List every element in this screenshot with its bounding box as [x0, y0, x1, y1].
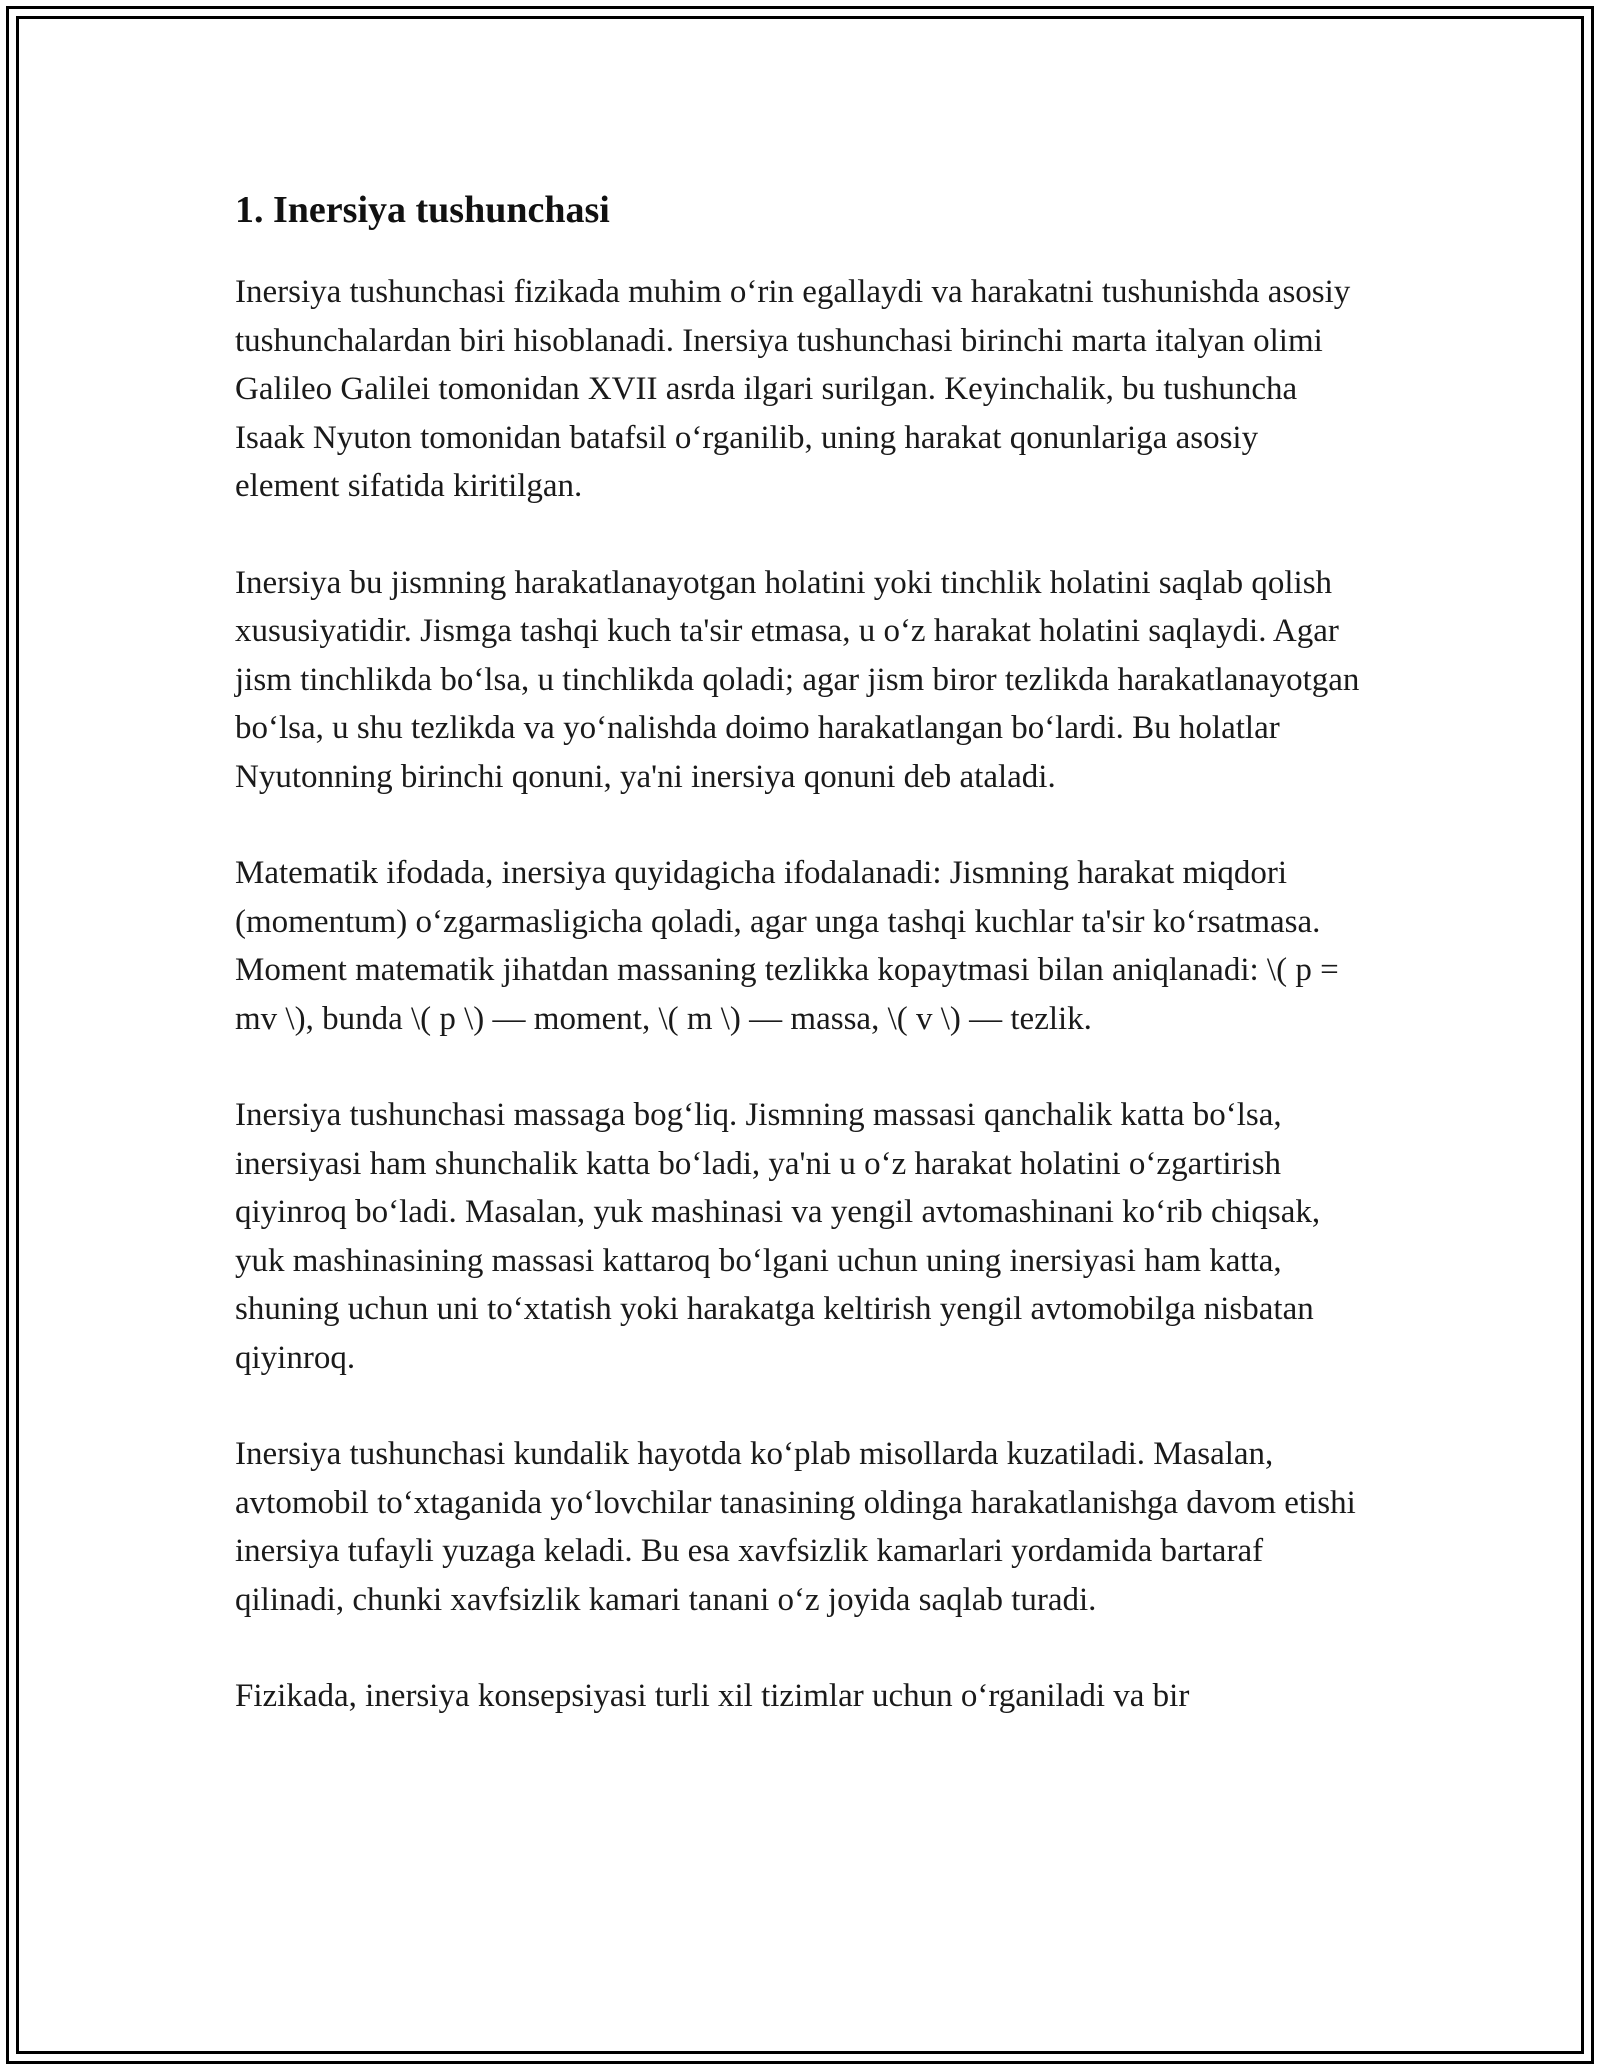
paragraph-mass: Inersiya tushunchasi massaga bog‘liq. Jismning massasi qanchalik katta bo‘lsa, inersiyasi ham shunchalik katta bo‘ladi, ya'ni u o‘z harakat holatini o‘zgartirish qiyinroq bo‘ladi. Masalan, yuk mashinasi va yengil avtomashinani ko‘rib chiqsak, yuk mashinasining massasi kattaroq bo‘lgani uchun uning inersiyasi ham katta, shuning uchun uni to‘xtatish yoki harakatga keltirish yengil avtomobilga nisbatan qiyinroq.	[235, 1097, 1321, 1376]
paragraph-truncated: Fizikada, inersiya konsepsiyasi turli xil tizimlar uchun o‘rganiladi va bir	[235, 1678, 1190, 1714]
paragraph-intro: Inersiya tushunchasi fizikada muhim o‘rin egallaydi va harakatni tushunishda asosiy tushunchalardan biri hisoblanadi. Inersiya tushunchasi birinchi marta italyan olimi Galileo Galilei tomonidan XVII asrda ilgari surilgan. Keyinchalik, bu tushuncha Isaak Nyuton tomonidan batafsil o‘rganilib, uning harakat qonunlariga asosiy element sifatida kiritilgan.	[235, 274, 1351, 504]
document-body	[235, 186, 1370, 1769]
paragraph-math: Matematik ifodada, inersiya quyidagicha ifodalanadi: Jismning harakat miqdori (momentum) o‘zgarmasligicha qoladi, agar unga tashqi kuchlar ta'sir ko‘rsatmasa. Moment matematik jihatdan massaning tezlikka kopaytmasi bilan aniqlanadi: \( p = mv \), bunda \( p \) — moment, \( m \) — massa, \( v \) — tezlik.	[235, 855, 1339, 1037]
section-heading: 1. Inersiya tushunchasi	[235, 189, 610, 231]
paragraph-everyday: Inersiya tushunchasi kundalik hayotda ko‘plab misollarda kuzatiladi. Masalan, avtomobil to‘xtaganida yo‘lovchilar tanasining oldinga harakatlanishga davom etishi inersiya tufayli yuzaga keladi. Bu esa xavfsizlik kamarlari yordamida bartaraf qilinadi, chunki xavfsizlik kamari tanani o‘z joyida saqlab turadi.	[235, 1436, 1356, 1618]
paragraph-definition: Inersiya bu jismning harakatlanayotgan holatini yoki tinchlik holatini saqlab qolish xususiyatidir. Jismga tashqi kuch ta'sir etmasa, u o‘z harakat holatini saqlaydi. Agar jism tinchlikda bo‘lsa, u tinchlikda qoladi; agar jism biror tezlikda harakatlanayotgan bo‘lsa, u shu tezlikda va yo‘nalishda doimo harakatlangan bo‘lardi. Bu holatlar Nyutonning birinchi qonuni, ya'ni inersiya qonuni deb ataladi.	[235, 564, 1360, 795]
